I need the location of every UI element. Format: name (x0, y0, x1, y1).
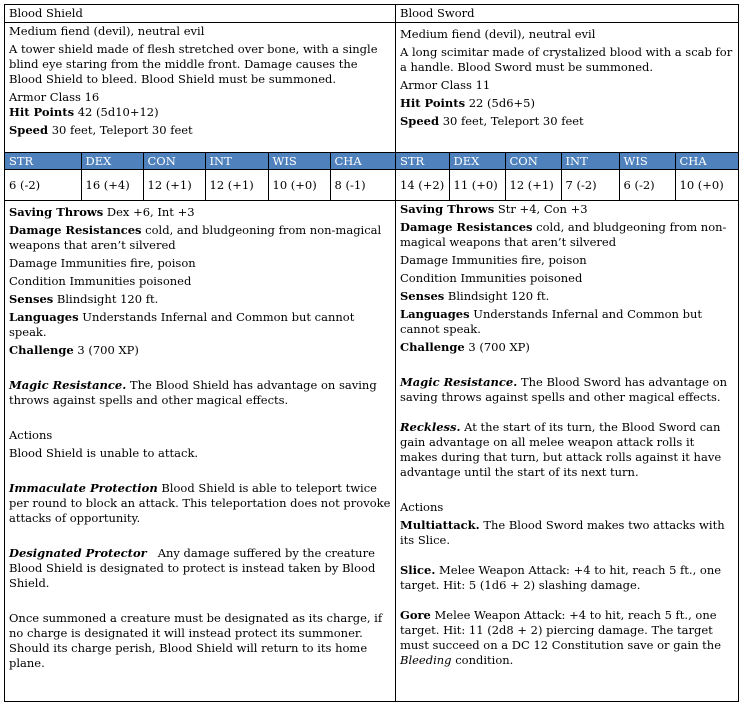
ability-header-dex: DEX (81, 153, 143, 170)
damage-immunities-line: Damage Immunities fire, poison (400, 253, 587, 267)
magic-resistance-text: The Blood Sword has advantage on saving throws against spells and other magical effects. (400, 375, 728, 404)
slice-action (400, 563, 734, 593)
ability-value-cha: 8 (-1) (334, 177, 366, 192)
challenge-value: 3 (700 XP) (468, 340, 530, 354)
reckless-trait (400, 420, 734, 480)
ability-header-int: INT (561, 153, 619, 170)
ability-header-con: CON (143, 153, 205, 170)
ability-header-str: STR (396, 153, 449, 170)
magic-resistance-label: Magic Resistance. (400, 375, 518, 389)
immaculate-protection-text: Blood Shield is able to teleport twice per round to block an attack. This teleportation does not provoke attacks of opportunity. (9, 481, 391, 525)
hit-points-value: 42 (5d10+12) (77, 105, 159, 119)
blood-sword-hit-points (400, 96, 734, 111)
blood-sword-name: Blood Sword (400, 6, 475, 20)
blood-sword-armor-class: Armor Class 11 (400, 78, 491, 92)
ability-header-wis: WIS (619, 153, 675, 170)
languages-line (9, 310, 391, 340)
languages-line (400, 307, 734, 337)
languages-label: Languages (9, 310, 79, 324)
ability-header-str: STR (5, 153, 81, 170)
speed-value: 30 feet, Teleport 30 feet (51, 123, 193, 137)
ability-header-con: CON (505, 153, 561, 170)
ability-header-cha: CHA (675, 153, 738, 170)
ability-value-str: 6 (-2) (5, 170, 81, 201)
hit-points-value: 22 (5d6+5) (468, 96, 535, 110)
gore-text: Melee Weapon Attack: +4 to hit, reach 5 ft., one target. Hit: 11 (2d8 + 2) piercing damage. The target must succeed on a DC 12 Constitution save or gain the (400, 608, 721, 652)
ability-header-int: INT (205, 153, 268, 170)
multiattack-action (400, 518, 734, 548)
damage-resistances-label: Damage Resistances (9, 223, 142, 237)
damage-resistances-line (400, 220, 734, 250)
gore-label: Gore (400, 608, 431, 622)
summoned-charge-text: Once summoned a creature must be designated as its charge, if no charge is designated it will instead protect its summoner. Should its charge perish, Blood Shield will return to its home plane. (9, 611, 383, 670)
senses-value: Blindsight 120 ft. (56, 292, 159, 306)
immaculate-protection-label: Immaculate Protection (9, 481, 158, 495)
blood-sword-type-line: Medium fiend (devil), neutral evil (400, 27, 596, 41)
saving-throws-line (9, 205, 391, 220)
slice-text: Melee Weapon Attack: +4 to hit, reach 5 ft., one target. Hit: 5 (1d6 + 2) slashing damage. (400, 563, 722, 592)
magic-resistance-label: Magic Resistance. (9, 378, 127, 392)
saving-throws-value: Dex +6, Int +3 (106, 205, 195, 219)
hit-points-label: Hit Points (9, 105, 75, 119)
speed-label: Speed (9, 123, 49, 137)
saving-throws-label: Saving Throws (9, 205, 104, 219)
magic-resistance-trait (9, 378, 391, 408)
immaculate-protection-trait (9, 481, 391, 526)
blood-shield-abilities-cell (5, 153, 396, 201)
blood-shield-hit-points (9, 105, 391, 120)
reckless-label: Reckless. (400, 420, 461, 434)
saving-throws-value: Str +4, Con +3 (497, 202, 588, 216)
languages-value: Understands Infernal and Common but cannot speak. (9, 310, 355, 339)
challenge-label: Challenge (9, 343, 74, 357)
condition-immunities-line: Condition Immunities poisoned (9, 274, 192, 288)
ability-value-int: 12 (+1) (205, 170, 268, 201)
senses-value: Blindsight 120 ft. (447, 289, 550, 303)
blood-sword-info-cell (396, 23, 739, 153)
blood-shield-body-cell (5, 201, 396, 702)
blood-shield-info-cell (5, 23, 396, 153)
blood-sword-body-cell (396, 201, 739, 702)
statblock-table (4, 4, 739, 702)
challenge-line (9, 343, 391, 358)
designated-protector-text: Any damage suffered by the creature Blood Shield is designated to protect is instead taken by Blood Shield. (9, 546, 376, 590)
condition-immunities-line: Condition Immunities poisoned (400, 271, 583, 285)
blood-sword-abilities-cell (396, 153, 739, 201)
blood-shield-title-cell (5, 5, 396, 23)
ability-value-wis: 6 (-2) (619, 170, 675, 201)
ability-value-wis: 10 (+0) (268, 170, 330, 201)
ability-value-int: 7 (-2) (561, 170, 619, 201)
blood-sword-ability-grid (396, 153, 738, 200)
ability-value-dex: 16 (+4) (81, 170, 143, 201)
ability-value-str: 14 (+2) (396, 170, 449, 201)
damage-resistances-label: Damage Resistances (400, 220, 533, 234)
blood-shield-type-line: Medium fiend (devil), neutral evil (9, 24, 205, 38)
blood-shield-name: Blood Shield (9, 6, 83, 20)
magic-resistance-text: The Blood Shield has advantage on saving throws against spells and other magical effects. (9, 378, 377, 407)
reckless-text: At the start of its turn, the Blood Sword can gain advantage on all melee weapon attack rolls it makes during that turn, but attack rolls against it have advantage until the start of its next turn. (400, 420, 722, 479)
gore-action (400, 608, 734, 668)
gore-end: condition. (455, 653, 514, 667)
senses-line (9, 292, 391, 307)
damage-resistances-line (9, 223, 391, 253)
saving-throws-line (400, 202, 734, 217)
designated-protector-label: Designated Protector (9, 546, 147, 560)
challenge-value: 3 (700 XP) (77, 343, 139, 357)
actions-heading: Actions (9, 428, 53, 442)
magic-resistance-trait (400, 375, 734, 405)
blood-shield-description: A tower shield made of flesh stretched over bone, with a single blind eye staring from the middle front. Damage causes the Blood Shield to bleed. Blood Shield must be summoned. (9, 42, 378, 86)
gore-condition: Bleeding (400, 653, 452, 667)
senses-line (400, 289, 734, 304)
multiattack-label: Multiattack. (400, 518, 480, 532)
damage-immunities-line: Damage Immunities fire, poison (9, 256, 196, 270)
hit-points-label: Hit Points (400, 96, 466, 110)
saving-throws-label: Saving Throws (400, 202, 495, 216)
challenge-label: Challenge (400, 340, 465, 354)
blood-shield-armor-class: Armor Class 16 (9, 90, 100, 104)
multiattack-text: The Blood Sword makes two attacks with its Slice. (400, 518, 725, 547)
senses-label: Senses (9, 292, 54, 306)
blood-sword-title-cell (396, 5, 739, 23)
languages-value: Understands Infernal and Common but cannot speak. (400, 307, 703, 336)
senses-label: Senses (400, 289, 445, 303)
unable-to-attack-text: Blood Shield is unable to attack. (9, 446, 199, 460)
speed-value: 30 feet, Teleport 30 feet (442, 114, 584, 128)
challenge-line (400, 340, 734, 355)
designated-protector-trait (9, 546, 391, 591)
blood-sword-speed (400, 114, 734, 129)
ability-value-dex: 11 (+0) (449, 170, 505, 201)
ability-value-con: 12 (+1) (143, 170, 205, 201)
slice-label: Slice. (400, 563, 436, 577)
blood-shield-speed (9, 123, 391, 138)
actions-heading: Actions (400, 500, 444, 514)
speed-label: Speed (400, 114, 440, 128)
ability-value-cha: 10 (+0) (679, 177, 724, 192)
damage-resistances-value: cold, and bludgeoning from non-magical weapons that aren’t silvered (9, 223, 382, 252)
damage-resistances-value: cold, and bludgeoning from non-magical weapons that aren’t silvered (400, 220, 727, 249)
ability-header-dex: DEX (449, 153, 505, 170)
ability-header-cha: CHA (330, 153, 395, 170)
languages-label: Languages (400, 307, 470, 321)
ability-header-wis: WIS (268, 153, 330, 170)
ability-value-con: 12 (+1) (505, 170, 561, 201)
blood-shield-ability-grid (5, 153, 395, 200)
blood-sword-description: A long scimitar made of crystalized blood with a scab for a handle. Blood Sword must be summoned. (400, 45, 733, 74)
